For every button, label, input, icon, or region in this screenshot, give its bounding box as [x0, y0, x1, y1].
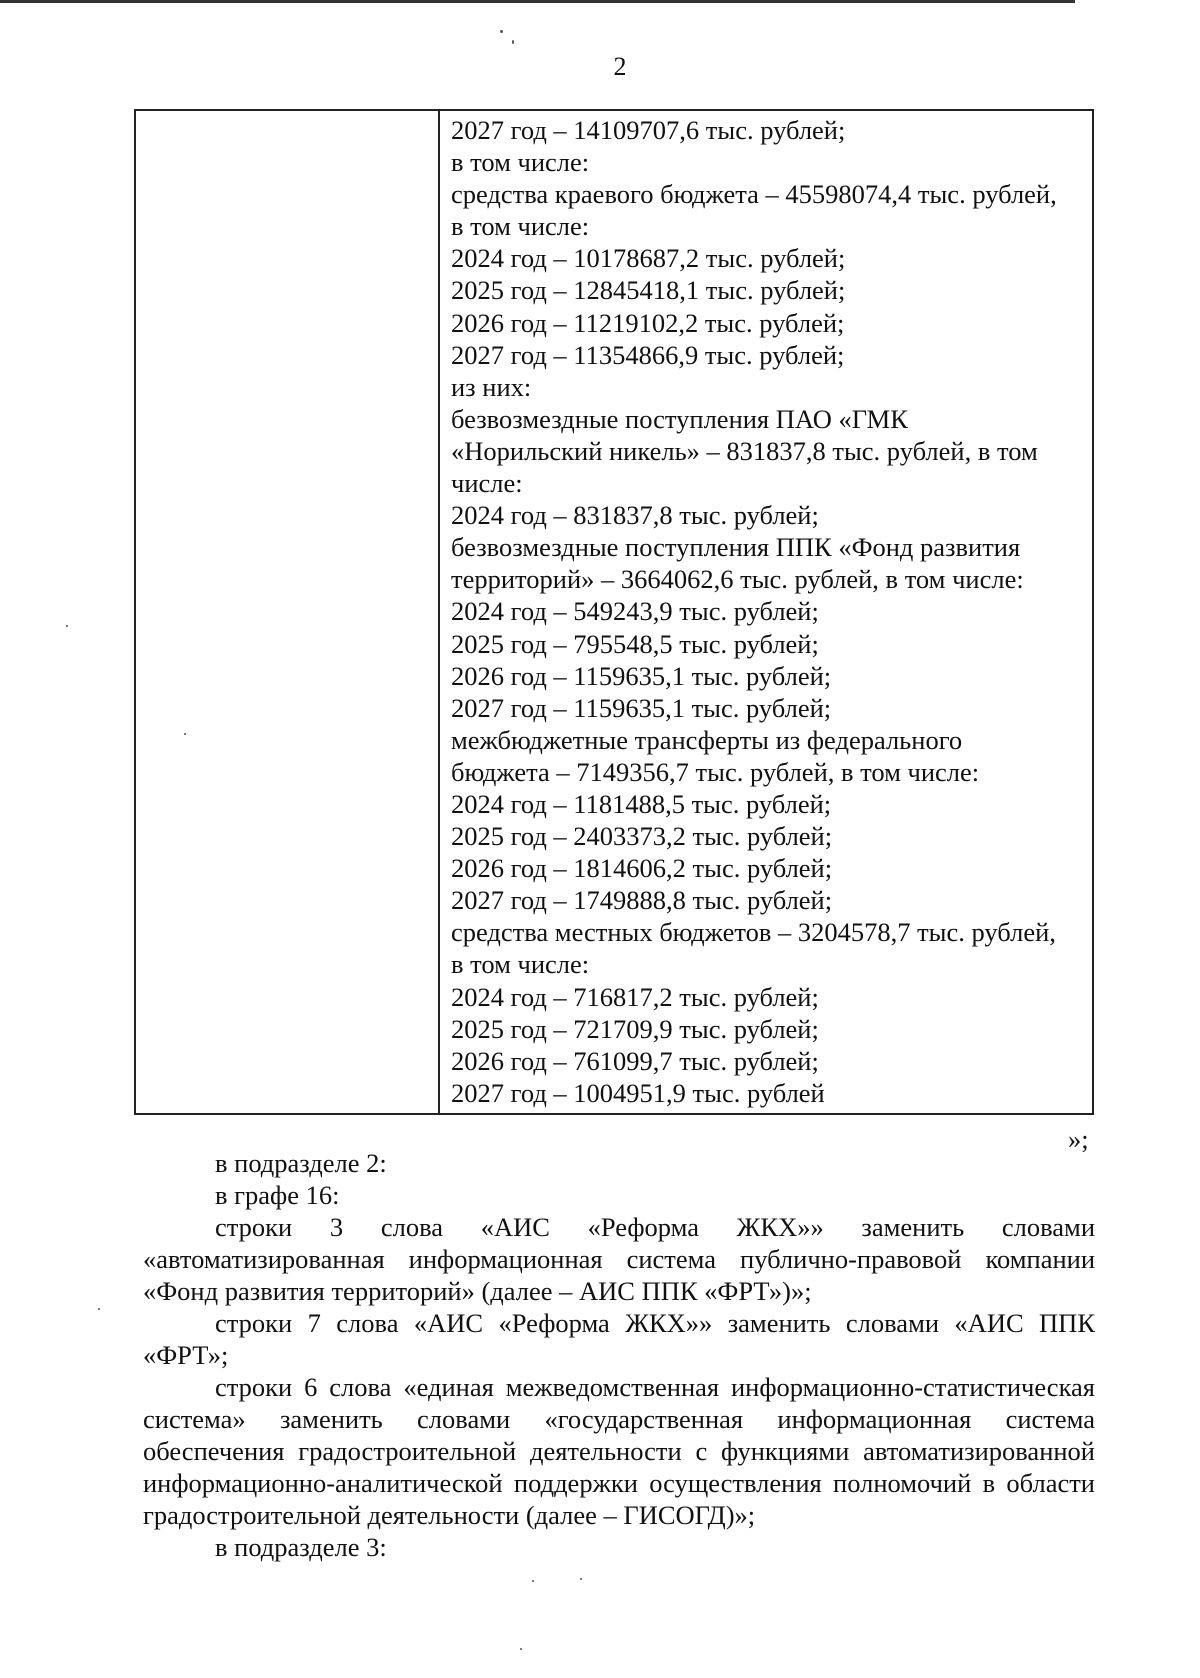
table-line: «Норильский никель» – 831837,8 тыс. рублей, в том: [451, 435, 1038, 466]
scan-speck: [520, 1648, 522, 1650]
scan-speck: [184, 733, 186, 735]
paragraph: строки 3 слова «АИС «Реформа ЖКХ»» заменить словами «автоматизированная информационная система публично-правовой компании «Фонд развития территорий» (далее – АИС ППК «ФРТ»)»;: [143, 1212, 1095, 1306]
table-line: 2024 год – 831837,8 тыс. рублей;: [451, 500, 819, 531]
table-line: 2027 год – 1749888,8 тыс. рублей;: [451, 885, 833, 916]
table-line: из них:: [451, 371, 532, 402]
table-left-cell: [136, 111, 440, 1113]
table-line: 2024 год – 10178687,2 тыс. рублей;: [451, 243, 846, 274]
amendment-text: [143, 1147, 1095, 1563]
table-line: 2025 год – 12845418,1 тыс. рублей;: [451, 275, 846, 306]
scan-speck: [500, 30, 503, 33]
table-line: 2025 год – 2403373,2 тыс. рублей;: [451, 821, 833, 852]
table-line: безвозмездные поступления ПАО «ГМК: [451, 403, 908, 434]
table-line: 2025 год – 795548,5 тыс. рублей;: [451, 628, 819, 659]
page-number: 2: [613, 52, 627, 81]
scan-speck: [532, 1580, 534, 1582]
table-line: межбюджетные трансферты из федерального: [451, 724, 963, 755]
funding-table: [134, 109, 1094, 1115]
table-line: 2025 год – 721709,9 тыс. рублей;: [451, 1013, 819, 1044]
table-line: 2026 год – 761099,7 тыс. рублей;: [451, 1045, 819, 1076]
paragraph: в подразделе 2:: [215, 1148, 387, 1178]
table-line: в том числе:: [451, 211, 590, 242]
table-line: в том числе:: [451, 147, 590, 178]
table-line: территорий» – 3664062,6 тыс. рублей, в том числе:: [451, 564, 1024, 595]
table-line: 2026 год – 1814606,2 тыс. рублей;: [451, 853, 833, 884]
table-line: 2026 год – 11219102,2 тыс. рублей;: [451, 307, 845, 338]
table-line: 2027 год – 14109707,6 тыс. рублей;: [451, 115, 846, 145]
table-right-cell: [440, 111, 1092, 1113]
table-line: 2024 год – 716817,2 тыс. рублей;: [451, 981, 819, 1012]
table-line: 2026 год – 1159635,1 тыс. рублей;: [451, 660, 832, 691]
scan-speck: [66, 625, 68, 627]
table-line: бюджета – 7149356,7 тыс. рублей, в том числе:: [451, 756, 980, 787]
top-border-line: [0, 0, 1075, 3]
scan-speck: [580, 1578, 582, 1580]
table-line: 2024 год – 549243,9 тыс. рублей;: [451, 596, 819, 627]
table-line: безвозмездные поступления ППК «Фонд развития: [451, 532, 1021, 563]
scan-speck: [98, 1308, 100, 1310]
table-line: 2027 год – 1004951,9 тыс. рублей: [451, 1077, 825, 1108]
paragraph: строки 6 слова «единая межведомственная информационно-статистическая система» заменить словами «государственная информационная система обеспечения градостроительной деятельности с функциями автоматизированной информационно-аналитической поддержки осуществления полномочий в области градостроительной деятельности (далее – ГИСОГД)»;: [143, 1372, 1095, 1530]
table-line: 2027 год – 1159635,1 тыс. рублей;: [451, 692, 832, 723]
paragraph: в подразделе 3:: [215, 1532, 387, 1562]
table-line: числе:: [451, 468, 523, 499]
scan-speck: [512, 40, 514, 44]
table-line: 2027 год – 11354866,9 тыс. рублей;: [451, 339, 845, 370]
closing-quote: »;: [1068, 1124, 1089, 1154]
paragraph: строки 7 слова «АИС «Реформа ЖКХ»» заменить словами «АИС ППК «ФРТ»;: [143, 1308, 1095, 1370]
paragraph: в графе 16:: [215, 1180, 340, 1210]
table-line: 2024 год – 1181488,5 тыс. рублей;: [451, 788, 832, 819]
table-line: средства местных бюджетов – 3204578,7 тыс. рублей,: [451, 917, 1056, 948]
table-line: в том числе:: [451, 949, 590, 980]
table-line: средства краевого бюджета – 45598074,4 тыс. рублей,: [451, 179, 1057, 210]
